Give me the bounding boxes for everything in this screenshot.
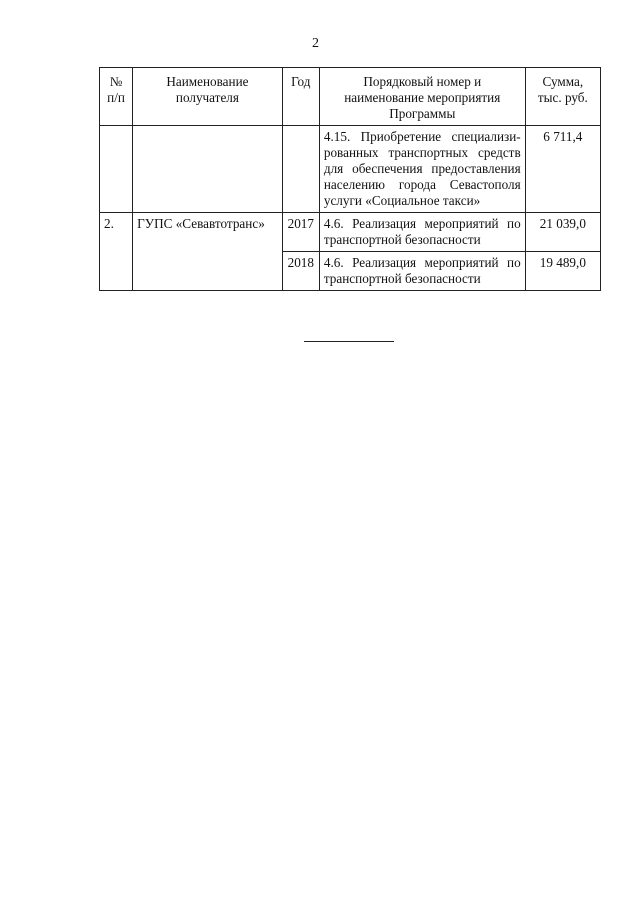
cell-recipient: ГУПС «Севавтотранс»: [133, 213, 283, 291]
header-number: № п/п: [100, 68, 133, 126]
cell-number: [100, 126, 133, 213]
cell-year: [282, 126, 319, 213]
cell-event: 4.6. Реализация мероприятий по транспортной безопасности: [319, 252, 525, 291]
end-rule: [304, 341, 394, 342]
table-header-row: [100, 68, 601, 126]
cell-number: 2.: [100, 213, 133, 291]
header-year: Год: [282, 68, 319, 126]
cell-sum: 21 039,0: [525, 213, 600, 252]
header-event: Порядковый номер и наименование мероприятия Программы: [319, 68, 525, 126]
header-sum: Сумма, тыс. руб.: [525, 68, 600, 126]
cell-year: 2018: [282, 252, 319, 291]
table-row: [100, 126, 601, 213]
cell-sum: 19 489,0: [525, 252, 600, 291]
page-number: 2: [312, 36, 319, 51]
table-row: [100, 213, 601, 252]
header-recipient: Наименование получателя: [133, 68, 283, 126]
cell-event: 4.15. Приобретение специализи-рованных транспортных средств для обеспечения предоставления населению города Севастополя услуги «Социальное такси»: [319, 126, 525, 213]
funding-table: [99, 67, 601, 291]
cell-recipient: [133, 126, 283, 213]
cell-event: 4.6. Реализация мероприятий по транспортной безопасности: [319, 213, 525, 252]
cell-year: 2017: [282, 213, 319, 252]
cell-sum: 6 711,4: [525, 126, 600, 213]
